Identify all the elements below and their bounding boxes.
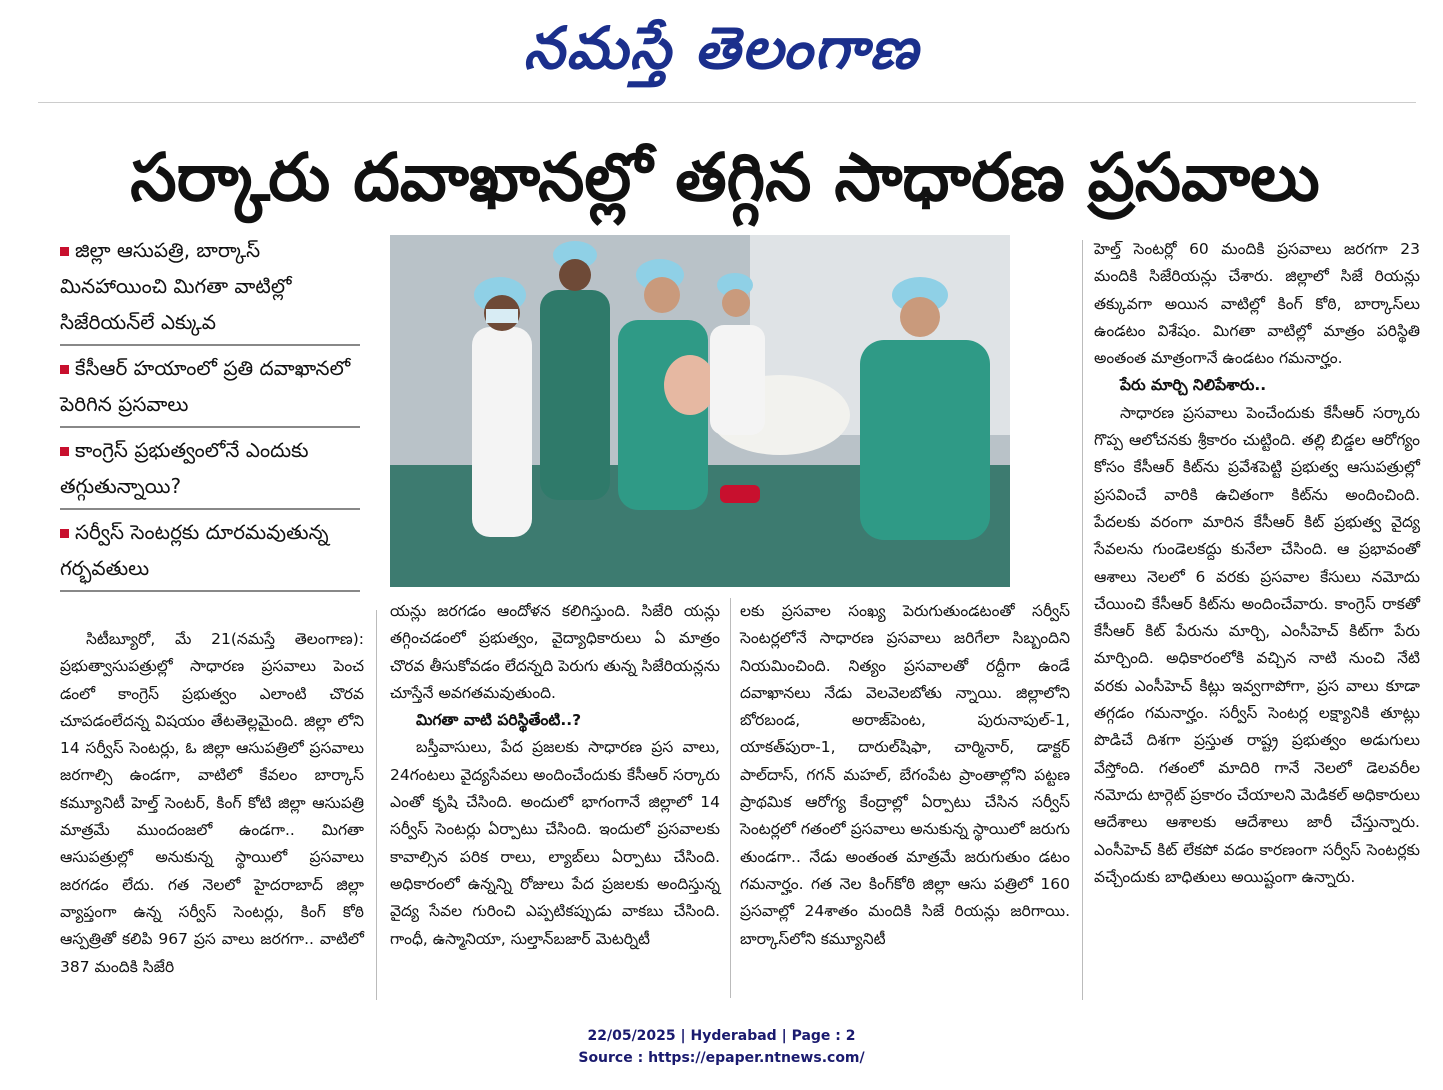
news-photo <box>390 235 1010 587</box>
article-column-2 <box>390 598 720 953</box>
bullet-square-icon <box>60 447 69 456</box>
masthead-title: నమస్తే తెలంగాణ <box>523 14 920 82</box>
footer-source-line: Source : https://epaper.ntnews.com/ <box>578 1050 865 1066</box>
headline: సర్కారు దవాఖానల్లో తగ్గిన సాధారణ ప్రసవాలు <box>130 139 1320 216</box>
article-column-4 <box>1094 236 1420 891</box>
column-divider <box>730 598 731 998</box>
photo-illustration <box>390 235 1010 587</box>
article-paragraph: హెల్త్ సెంటర్లో 60 మందికి ప్రసవాలు జరగగా 23 మందికి సిజేరియన్లు చేశారు. జిల్లాలో సిజే రియన్లు తక్కువగా అయిన వాటిల్లో కింగ్ కోఠి, బార్కాస్‌లు ఉండటం విశేషం. మిగతా వాటిల్లో మాత్రం పరిస్థితి అంతంత మాత్రంగానే ఉండటం గమనార్హం. <box>1094 240 1420 368</box>
bullet-square-icon <box>60 529 69 538</box>
subheading: మిగతా వాటి పరిస్థితేంటి..? <box>416 711 582 730</box>
column-divider <box>376 610 377 1000</box>
article-paragraph: బస్తీవాసులు, పేద ప్రజలకు సాధారణ ప్రస వాలు, 24గంటలు వైద్యసేవలు అందించేందుకు కేసీఆర్ సర్కారు ఎంతో కృషి చేసింది. అందులో భాగంగానే జిల్లాలో 14 సర్వీస్ సెంటర్లు ఏర్పాటు చేసింది. ఇందులో ప్రసవాలకు కావాల్సిన పరిక రాలు, ల్యాబ్‌లు ఏర్పాటు చేసింది. అధికారంలో ఉన్నన్ని రోజులు పేద ప్రజలకు అందిస్తున్న వైద్య సేవల గురించి ఎప్పటికప్పుడు వాకబు చేసింది. గాంధీ, ఉస్మానియా, సుల్తాన్‌బజార్ మెటర్నిటీ <box>390 738 720 948</box>
subheading: పేరు మార్చి నిలిపేశారు.. <box>1120 376 1267 395</box>
bullet-square-icon <box>60 365 69 374</box>
highlight-item: జిల్లా ఆసుపత్రి, బార్కాస్ మినహాయించి మిగతా వాటిల్లో సిజేరియన్‌లే ఎక్కువ <box>60 232 360 346</box>
top-divider <box>38 102 1416 103</box>
article-paragraph: సాధారణ ప్రసవాలు పెంచేందుకు కేసీఆర్ సర్కారు గొప్ప ఆలోచనకు శ్రీకారం చుట్టింది. తల్లి బిడ్డల ఆరోగ్యం కోసం కేసీఆర్ కిట్‌ను ప్రవేశపెట్టి ప్రభుత్వ ఆసుపత్రుల్లో ప్రసవించే వారికి ఉచితంగా కిట్‌ను అందించింది. పేదలకు వరంగా మారిన కేసీఆర్ కిట్ ప్రభుత్వ వైద్య సేవలను గుండెలకద్దు కునేలా చేసింది. ఆ ప్రభావంతో ఆశాలు నెలలో 6 వరకు ప్రసవాల కేసులు నమోదు చేయించి కేసీఆర్ కిట్‌ను అందించేవారు. కాంగ్రెస్ రాకతో కేసీఆర్ కిట్ పేరును మార్చి, ఎంసీహెచ్ కిట్‌గా పేరు మార్చింది. అధికారంలోకి వచ్చిన నాటి నుంచి నేటి వరకు ఎంసీహెచ్ కిట్లు ఇవ్వగాపోగా, ప్రస వాలు కూడా తగ్గడం గమనార్హం. సర్వీస్ సెంటర్ల లక్ష్యానికి తూట్లు పొడిచే దిశగా ప్రస్తుత రాష్ట్ర ప్రభుత్వం అడుగులు వేస్తోంది. గతంలో మాదిరి గానే నెలలో డెలవరీల నమోదు టార్గెట్ ప్రకారం చేయాలని మెడికల్ అధికారులు ఆదేశాలు ఆశాలకు ఆదేశాలు జారీ చేస్తున్నారు. ఎంసీహెచ్ కిట్ లేకపో వడం కారణంగా సర్వీస్ సెంటర్లకు వచ్చేందుకు బాధితులు అయిష్టంగా ఉన్నారు. <box>1094 403 1421 886</box>
article-paragraph: సిటీబ్యూరో, మే 21(నమస్తే తెలంగాణ): ప్రభుత్వాసుపత్రుల్లో సాధారణ ప్రసవాలు పెంచ డంలో కాంగ్రెస్ ప్రభుత్వం ఎలాంటి చొరవ చూపడంలేదన్న విషయం తేటతెల్లమైంది. జిల్లా లోని 14 సర్వీస్ సెంటర్లు, ఓ జిల్లా ఆసుపత్రిలో ప్రసవాలు జరగాల్సి ఉండగా, వాటిలో కేవలం బార్కాస్ కమ్యూనిటీ హెల్త్ సెంటర్, కింగ్ కోటి జిల్లా ఆసుపత్రి మాత్రమే ముందంజలో ఉండగా.. మిగతా ఆసుపత్రుల్లో అనుకున్న స్థాయిలో ప్రసవాలు జరగడం లేదు. గత నెలలో హైదరాబాద్ జిల్లా వ్యాప్తంగా ఉన్న సర్వీస్ సెంటర్లు, కింగ్ కోఠి ఆస్పత్రితో కలిపి 967 ప్రస వాలు జరగగా.. వాటిలో 387 మందికి సిజేరి <box>60 630 364 976</box>
highlight-item: కేసీఆర్ హయాంలో ప్రతి దవాఖానలో పెరిగిన ప్రసవాలు <box>60 350 360 428</box>
highlight-item: కాంగ్రెస్ ప్రభుత్వంలోనే ఎందుకు తగ్గుతున్నాయి? <box>60 432 360 510</box>
article-column-1 <box>60 626 364 981</box>
article-paragraph: యన్లు జరగడం ఆందోళన కలిగిస్తుంది. సిజేరి యన్లు తగ్గించడంలో ప్రభుత్వం, వైద్యాధికారులు ఏ మాత్రం చొరవ తీసుకోవడం లేదన్నది పెరుగు తున్న సిజేరియన్లను చూస్తేనే అవగతమవుతుంది. <box>390 602 720 702</box>
highlights-box <box>60 232 360 596</box>
column-divider <box>1082 240 1083 1000</box>
masthead <box>0 0 1443 100</box>
article-paragraph: లకు ప్రసవాల సంఖ్య పెరుగుతుండటంతో సర్వీస్ సెంటర్లలోనే సాధారణ ప్రసవాలు జరిగేలా సిబ్బందిని నియమించింది. నిత్యం ప్రసవాలతో రద్దీగా ఉండే దవాఖానలు నేడు వెలవెలబోతు న్నాయి. జిల్లాలోని బోరబండ, అరాజ్‌పెంట, పురునాపుల్-1, యాకత్‌పురా-1, దారుల్‌షిఫా, చార్మినార్, డాక్టర్ పాల్‌దాస్, గగన్ మహల్, బేగంపేట ప్రాంతాల్లోని పట్టణ ప్రాథమిక ఆరోగ్య కేంద్రాల్లో ఏర్పాటు చేసిన సర్వీస్ సెంటర్లలో గతంలో ప్రసవాలు అనుకున్న స్థాయిలో జరుగు తుండగా.. నేడు అంతంత మాత్రమే జరుగుతుం డటం గమనార్హం. గత నెల కింగ్‌కోఠి జిల్లా ఆసు పత్రిలో 160 ప్రసవాల్లో 24శాతం మందికి సిజే రియన్లు జరిగాయి. బార్కాస్‌లోని కమ్యూనిటీ <box>740 602 1070 948</box>
article-column-3 <box>740 598 1070 953</box>
bullet-square-icon <box>60 247 69 256</box>
footer-date-line: 22/05/2025 | Hyderabad | Page : 2 <box>587 1028 856 1044</box>
highlight-item: సర్వీస్ సెంటర్లకు దూరమవుతున్న గర్భవతులు <box>60 514 360 592</box>
